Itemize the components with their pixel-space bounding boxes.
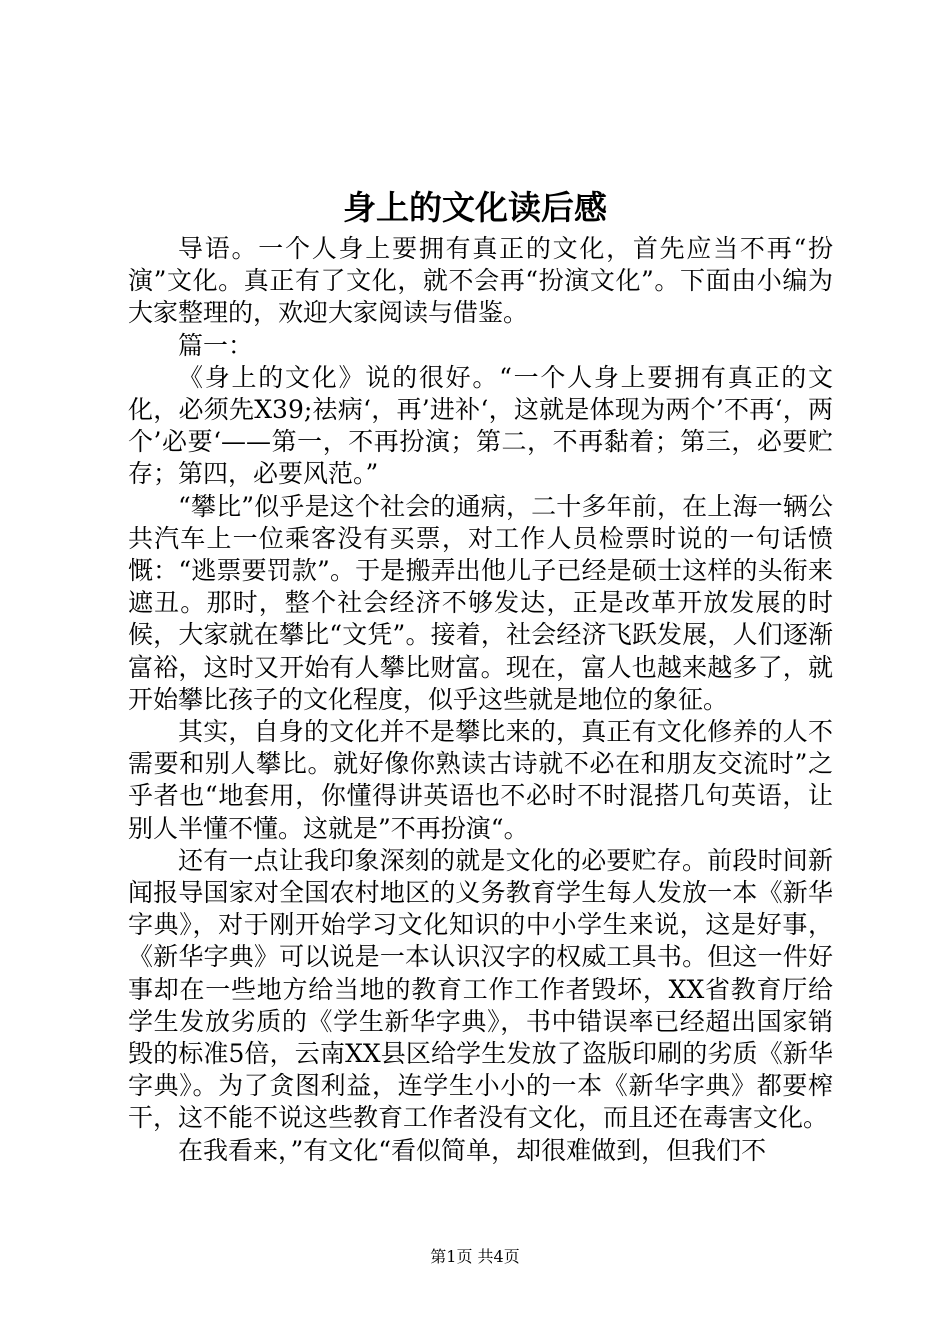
paragraph: 在我看来，”有文化“看似简单，却很难做到，但我们不: [178, 1135, 767, 1165]
document-body: [128, 233, 833, 1183]
page-number-footer: 第1页 共4页: [430, 1247, 520, 1266]
paragraph: 其实，自身的文化并不是攀比来的，真正有文化修养的人不需要和别人攀比。就好像你熟读古诗就不必在和朋友交流时”之乎者也“地套用，你懂得讲英语也不必时不时混搭几句英语，让别人半懂不懂。这就是”不再扮演“。: [128, 717, 833, 843]
document-title: 身上的文化读后感: [343, 188, 607, 227]
paragraph-section-heading: 篇一：: [178, 330, 254, 360]
paragraph-intro: 导语。一个人身上要拥有真正的文化，首先应当不再“扮演”文化。真正有了文化，就不会再“扮演文化”。下面由小编为大家整理的，欢迎大家阅读与借鉴。: [128, 234, 833, 328]
paragraph: 《身上的文化》说的很好。“一个人身上要拥有真正的文化，必须先X39;祛病‘，再’进补‘，这就是体现为两个’不再‘，两个’必要‘——第一，不再扮演；第二，不再黏着；第三，必要贮存；第四，必要风范。”: [128, 362, 833, 489]
paragraph: 还有一点让我印象深刻的就是文化的必要贮存。前段时间新闻报导国家对全国农村地区的义务教育学生每人发放一本《新华字典》，对于刚开始学习文化知识的中小学生来说，这是好事，《新华字典》可以说是一本认识汉字的权威工具书。但这一件好事却在一些地方给当地的教育工作工作者毁坏，XX省教育厅给学生发放劣质的《学生新华字典》，书中错误率已经超出国家销毁的标准5倍，云南XX县区给学生发放了盗版印刷的劣质《新华字典》。为了贪图利益，连学生小小的一本《新华字典》都要榨干，这不能不说这些教育工作者没有文化，而且还在毒害文化。: [128, 845, 833, 1133]
paragraph: “攀比”似乎是这个社会的通病，二十多年前，在上海一辆公共汽车上一位乘客没有买票，对工作人员检票时说的一句话愤慨：“逃票要罚款”。于是搬弄出他儿子已经是硕士这样的头衔来遮丑。那时，整个社会经济不够发达，正是改革开放发展的时候，大家就在攀比“文凭”。接着，社会经济飞跃发展，人们逐渐富裕，这时又开始有人攀比财富。现在，富人也越来越多了，就开始攀比孩子的文化程度，似乎这些就是地位的象征。: [128, 491, 833, 714]
